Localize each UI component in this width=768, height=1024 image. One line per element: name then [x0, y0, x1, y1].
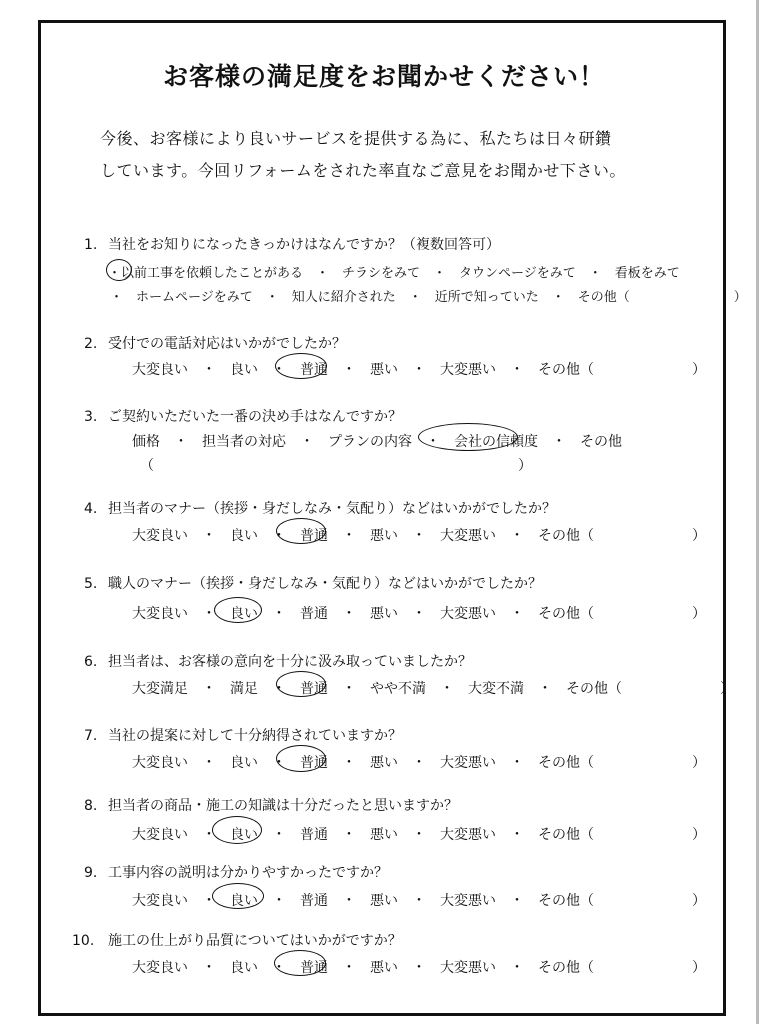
answer-circle-mark — [214, 597, 262, 623]
question-number: 3. — [84, 409, 98, 425]
q2-options: 大変良い ・ 良い ・ 普通 ・ 悪い ・ 大変悪い ・ その他（ ） — [132, 362, 706, 378]
question-text: 受付での電話対応はいかがでしたか？ — [108, 336, 346, 352]
q10-options: 大変良い ・ 良い ・ 普通 ・ 悪い ・ 大変悪い ・ その他（ ） — [132, 960, 706, 976]
answer-circle-mark — [418, 423, 518, 451]
question-1 — [84, 234, 500, 254]
q8-options: 大変良い ・ 良い ・ 普通 ・ 悪い ・ 大変悪い ・ その他（ ） — [132, 827, 706, 843]
question-text: 工事内容の説明は分かりやすかったですか？ — [108, 865, 388, 881]
page-title: お客様の満足度をお聞かせください！ — [162, 62, 605, 91]
answer-circle-mark — [275, 353, 327, 379]
answer-circle-mark — [274, 950, 326, 976]
question-number: 7. — [84, 728, 98, 744]
q6-options: 大変満足 ・ 満足 ・ 普通 ・ やや不満 ・ 大変不満 ・ その他（ ） — [132, 681, 734, 697]
intro-line-2: しています。今回リフォームをされた率直なご意見をお聞かせ下さい。 — [100, 161, 626, 180]
question-text: 当社の提案に対して十分納得されていますか？ — [108, 728, 402, 744]
question-text: 担当者のマナー（挨拶・身だしなみ・気配り）などはいかがでしたか？ — [108, 501, 556, 517]
scan-edge — [756, 0, 759, 1024]
q7-options: 大変良い ・ 良い ・ 普通 ・ 悪い ・ 大変悪い ・ その他（ ） — [132, 755, 706, 771]
question-number: 6. — [84, 654, 98, 670]
q4-options: 大変良い ・ 良い ・ 普通 ・ 悪い ・ 大変悪い ・ その他（ ） — [132, 528, 706, 544]
question-10 — [72, 930, 402, 950]
answer-circle-mark — [212, 816, 262, 844]
answer-circle-mark — [212, 883, 264, 909]
question-text: ご契約いただいた一番の決め手はなんですか？ — [108, 409, 402, 425]
question-5 — [84, 573, 542, 593]
question-number: 9. — [84, 865, 98, 881]
question-text: 職人のマナー（挨拶・身だしなみ・気配り）などはいかがでしたか？ — [108, 576, 542, 592]
question-number: 2. — [84, 336, 98, 352]
question-text: 当社をお知りになったきっかけはなんですか？（複数回答可） — [108, 237, 500, 253]
question-text: 担当者の商品・施工の知識は十分だったと思いますか？ — [108, 798, 458, 814]
question-7 — [84, 725, 402, 745]
q9-options: 大変良い ・ 良い ・ 普通 ・ 悪い ・ 大変悪い ・ その他（ ） — [132, 893, 706, 909]
q1-options-line-1: ・以前工事を依頼したことがある ・ チラシをみて ・ タウンページをみて ・ 看板をみて — [108, 266, 680, 281]
question-2 — [84, 333, 346, 353]
question-number: 8. — [84, 798, 98, 814]
question-number: 1. — [84, 237, 98, 253]
question-6 — [84, 651, 472, 671]
question-text: 担当者は、お客様の意向を十分に汲み取っていましたか？ — [108, 654, 472, 670]
intro-line-1: 今後、お客様により良いサービスを提供する為に、私たちは日々研鑽 — [100, 129, 612, 148]
question-9 — [84, 862, 388, 882]
question-3 — [84, 406, 402, 426]
question-number: 5. — [84, 576, 98, 592]
q1-options-line-2: ・ ホームページをみて ・ 知人に紹介された ・ 近所で知っていた ・ その他（ ） — [110, 290, 747, 305]
q5-options: 大変良い ・ 良い ・ 普通 ・ 悪い ・ 大変悪い ・ その他（ ） — [132, 606, 706, 622]
answer-circle-mark — [106, 259, 132, 281]
q3-options-line-2: （ ） — [140, 458, 532, 474]
question-8 — [84, 795, 458, 815]
answer-circle-mark — [276, 671, 326, 697]
question-number: 10. — [72, 933, 95, 949]
question-number: 4. — [84, 501, 98, 517]
question-text: 施工の仕上がり品質についてはいかがですか？ — [108, 933, 402, 949]
q3-options-line-1: 価格 ・ 担当者の対応 ・ プランの内容 ・ 会社の信頼度 ・ その他 — [132, 434, 622, 450]
question-4 — [84, 498, 556, 518]
answer-circle-mark — [276, 745, 326, 772]
answer-circle-mark — [276, 518, 326, 544]
